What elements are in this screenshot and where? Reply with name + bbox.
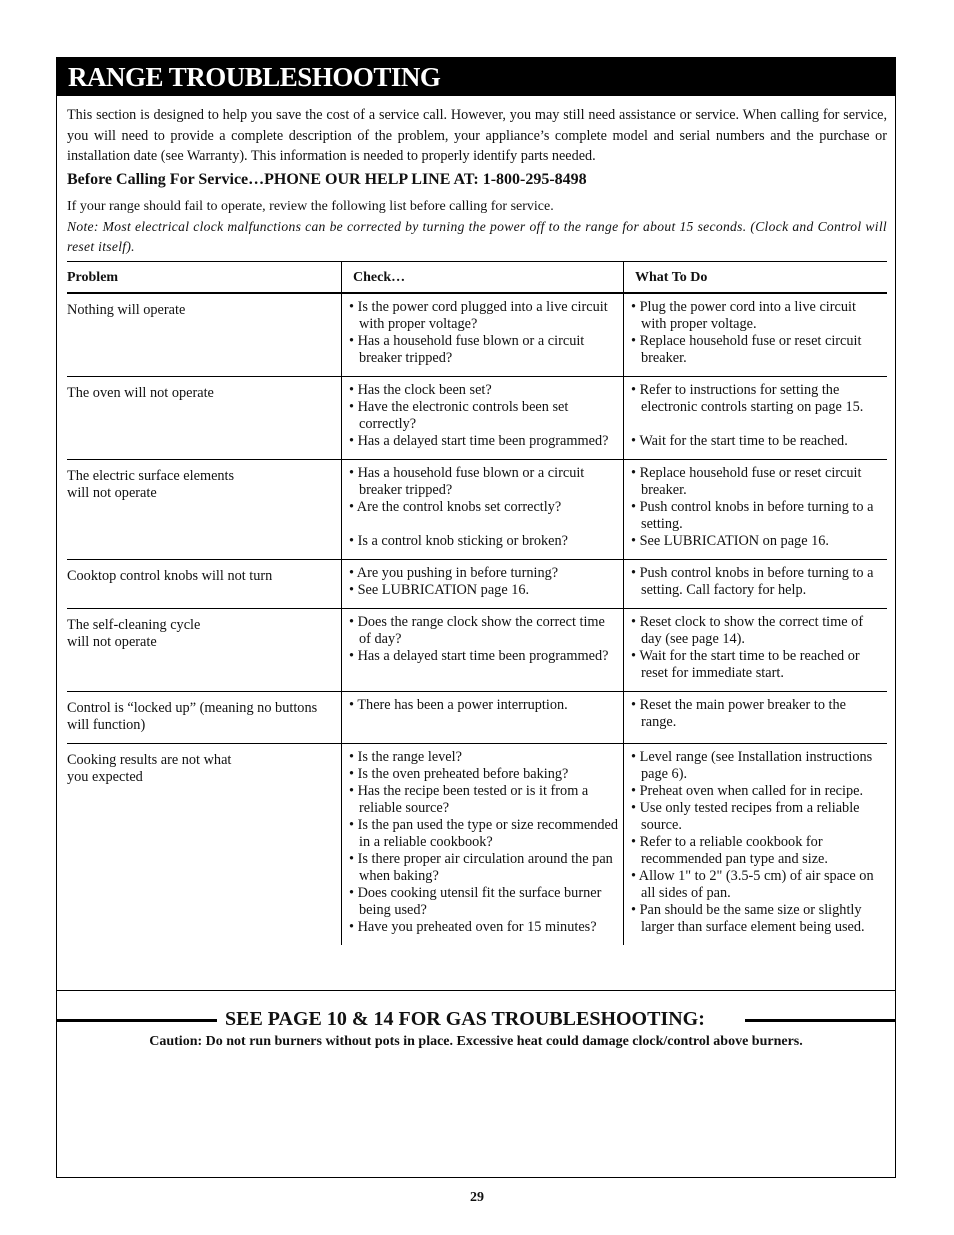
- todo-item: • Refer to a reliable cookbook for recommended pan type and size.: [631, 834, 828, 867]
- problem-text: The electric surface elements: [67, 468, 235, 484]
- todo-item: • Plug the power cord into a live circuit with proper voltage.: [631, 299, 856, 332]
- check-cell: [342, 744, 624, 946]
- check-cell: [342, 293, 624, 377]
- check-item: • Is the pan used the type or size recommended in a reliable cookbook?: [349, 817, 619, 850]
- problem-text: will not operate: [67, 634, 157, 650]
- check-item: • There has been a power interruption.: [349, 697, 568, 713]
- table-row: [67, 460, 887, 560]
- check-item: • Has a delayed start time been programmed?: [349, 433, 609, 449]
- todo-cell: [624, 560, 888, 609]
- problem-cell: [67, 293, 342, 377]
- problem-text: The self-cleaning cycle: [67, 617, 201, 633]
- todo-item: • Refer to instructions for setting the electronic controls starting on page 15.: [631, 382, 864, 415]
- check-item: • Is there proper air circulation around the pan when baking?: [349, 851, 613, 884]
- table-row: [67, 609, 887, 692]
- todo-cell: [624, 692, 888, 744]
- check-item: • Is the oven preheated before baking?: [349, 766, 569, 782]
- problem-text: Cooking results are not what: [67, 752, 232, 768]
- check-item: • Have you preheated oven for 15 minutes?: [349, 919, 597, 935]
- todo-item: • Push control knobs in before turning to a setting. Call factory for help.: [631, 565, 874, 598]
- todo-cell: [624, 744, 888, 946]
- troubleshooting-table: [67, 261, 887, 945]
- problem-cell: [67, 744, 342, 946]
- check-item: • Has the recipe been tested or is it from a reliable source?: [349, 783, 589, 816]
- todo-item: • Reset the main power breaker to the range.: [631, 697, 847, 730]
- todo-item: • See LUBRICATION on page 16.: [631, 533, 829, 549]
- todo-cell: [624, 377, 888, 460]
- problem-cell: [67, 377, 342, 460]
- check-item: • Has a delayed start time been programmed?: [349, 648, 609, 664]
- table-row: [67, 377, 887, 460]
- todo-item: • Wait for the start time to be reached or reset for immediate start.: [631, 648, 860, 681]
- page-title: RANGE TROUBLESHOOTING: [57, 58, 895, 96]
- todo-item: • Pan should be the same size or slightly larger than surface element being used.: [631, 902, 865, 935]
- problem-cell: [67, 692, 342, 744]
- check-item: • Are you pushing in before turning?: [349, 565, 559, 581]
- todo-item: • Level range (see Installation instructions page 6).: [631, 749, 873, 782]
- problem-text: will not operate: [67, 485, 157, 501]
- section-divider: [57, 990, 895, 991]
- table-row: [67, 560, 887, 609]
- check-item: • Are the control knobs set correctly?: [349, 499, 562, 515]
- header-problem: Problem: [67, 262, 342, 294]
- check-item: • Is the power cord plugged into a live circuit with proper voltage?: [349, 299, 608, 332]
- todo-item: • Use only tested recipes from a reliable source.: [631, 800, 860, 833]
- problem-text: Nothing will operate: [67, 302, 186, 318]
- check-cell: [342, 377, 624, 460]
- page-frame: [56, 57, 896, 1178]
- check-item: • Is a control knob sticking or broken?: [349, 533, 569, 549]
- todo-item: • Allow 1" to 2" (3.5-5 cm) of air space on all sides of pan.: [631, 868, 874, 901]
- check-cell: [342, 692, 624, 744]
- table-header-row: [67, 262, 887, 294]
- heading-rule-left: [57, 1019, 217, 1022]
- problem-text: The oven will not operate: [67, 385, 214, 401]
- check-cell: [342, 560, 624, 609]
- check-item: • Does the range clock show the correct time of day?: [349, 614, 605, 647]
- table-row: [67, 744, 887, 946]
- header-check: Check…: [342, 262, 624, 294]
- todo-item: • Reset clock to show the correct time of day (see page 14).: [631, 614, 864, 647]
- gas-troubleshooting-heading: SEE PAGE 10 & 14 FOR GAS TROUBLESHOOTING:: [225, 1008, 705, 1030]
- todo-item: • Wait for the start time to be reached.: [631, 433, 848, 449]
- heading-rule-right: [745, 1019, 895, 1022]
- table-row: [67, 692, 887, 744]
- check-item: • Has the clock been set?: [349, 382, 492, 398]
- header-what-to-do: What To Do: [624, 262, 888, 294]
- problem-text: Cooktop control knobs will not turn: [67, 568, 273, 584]
- problem-cell: [67, 609, 342, 692]
- help-line-heading: Before Calling For Service…PHONE OUR HELP LINE AT: 1-800-295-8498: [67, 171, 587, 188]
- check-cell: [342, 609, 624, 692]
- gas-troubleshooting-banner: [57, 1006, 895, 1032]
- table-row: [67, 293, 887, 377]
- check-item: • Has a household fuse blown or a circuit breaker tripped?: [349, 465, 585, 498]
- intro-paragraph: This section is designed to help you save the cost of a service call. However, you may still need assistance or service. When calling for service, you will need to provide a complete description of the problem, your appliance’s complete model and serial numbers and the purchase or installation date (see Warranty). This information is needed to properly identify parts needed.: [67, 107, 887, 164]
- check-item: • Does cooking utensil fit the surface burner being used?: [349, 885, 602, 918]
- todo-cell: [624, 293, 888, 377]
- todo-item: • Replace household fuse or reset circuit breaker.: [631, 333, 862, 366]
- todo-item: • Preheat oven when called for in recipe.: [631, 783, 864, 799]
- problem-cell: [67, 460, 342, 560]
- check-cell: [342, 460, 624, 560]
- instruction-text: If your range should fail to operate, review the following list before calling for service.: [67, 199, 554, 214]
- problem-text: Control is “locked up” (meaning no buttons will function): [67, 700, 318, 733]
- problem-cell: [67, 560, 342, 609]
- check-item: • Is the range level?: [349, 749, 462, 765]
- check-item: • See LUBRICATION page 16.: [349, 582, 530, 598]
- todo-cell: [624, 609, 888, 692]
- problem-text: you expected: [67, 769, 143, 785]
- clock-note: Note: Most electrical clock malfunctions can be corrected by turning the power off to the range for about 15 seconds. (Clock and Control will reset itself).: [67, 219, 887, 254]
- todo-cell: [624, 460, 888, 560]
- caution-text: Caution: Do not run burners without pots in place. Excessive heat could damage clock/control above burners.: [149, 1034, 803, 1049]
- todo-item: • Push control knobs in before turning to a setting.: [631, 499, 874, 532]
- todo-item: • Replace household fuse or reset circuit breaker.: [631, 465, 862, 498]
- page-number: 29: [470, 1190, 484, 1205]
- check-item: • Has a household fuse blown or a circuit breaker tripped?: [349, 333, 585, 366]
- check-item: • Have the electronic controls been set correctly?: [349, 399, 569, 432]
